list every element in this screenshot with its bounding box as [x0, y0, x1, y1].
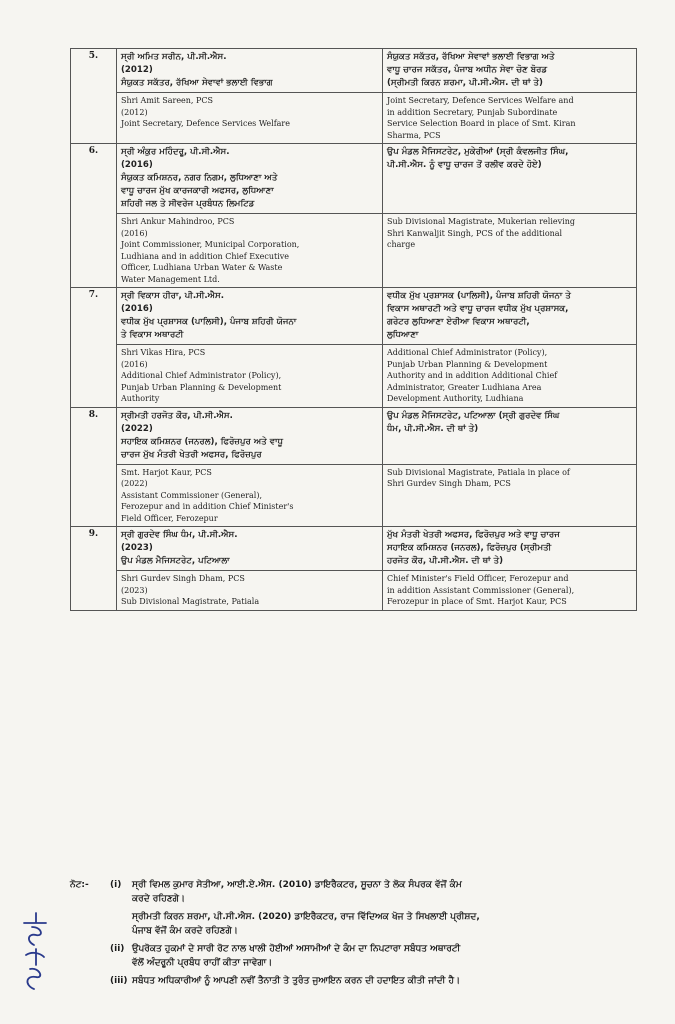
officer-cell-punjabi-line: ਸੰਯੁਕਤ ਸਕੱਤਰ, ਰੱਖਿਆ ਸੇਵਾਵਾਂ ਭਲਾਈ ਵਿਭਾਗ	[121, 78, 273, 88]
postings-table	[70, 48, 637, 611]
officer-cell-punjabi-line: ਉਪ ਮੰਡਲ ਮੈਜਿਸਟਰੇਟ, ਪਟਿਆਲਾ	[121, 556, 230, 566]
posting-cell-english-line: Chief Minister's Field Officer, Ferozepur and	[387, 574, 569, 583]
table-row-punjabi	[71, 407, 637, 464]
officer-cell-english-line: Shri Ankur Mahindroo, PCS	[121, 217, 235, 226]
officer-cell-english-line: (2012)	[121, 107, 148, 117]
serial-number: 9.	[71, 527, 117, 611]
serial-number: 5.	[71, 49, 117, 144]
posting-cell-english-line: Shri Gurdev Singh Dham, PCS	[387, 479, 511, 488]
table-row-english	[71, 571, 637, 611]
officer-cell-english-line: Officer, Ludhiana Urban Water & Waste	[121, 263, 283, 272]
officer-cell-punjabi-line: (2012)	[121, 65, 153, 75]
officer-cell-english-line: (2016)	[121, 359, 148, 369]
posting-cell-punjabi	[383, 49, 637, 93]
officer-cell-english-line: Authority	[121, 394, 160, 403]
officer-cell-punjabi-line: ਵਾਧੂ ਚਾਰਜ ਮੁੱਖ ਕਾਰਜਕਾਰੀ ਅਫਸਰ, ਲੁਧਿਆਣਾ	[121, 186, 274, 196]
posting-cell-punjabi	[383, 527, 637, 571]
posting-cell-punjabi-line: ਮੁੱਖ ਮੰਤਰੀ ਖੇਤਰੀ ਅਫਸਰ, ਫਿਰੋਜ਼ਪੁਰ ਅਤੇ ਵਾਧੂ ਚਾਰਜ	[387, 530, 560, 540]
posting-cell-english-line: Shri Kanwaljit Singh, PCS of the additional	[387, 228, 563, 238]
posting-cell-english-line: in addition Secretary, Punjab Subordinate	[387, 107, 558, 117]
posting-cell-english-line: Sharma, PCS	[387, 130, 441, 140]
posting-cell-punjabi-line: ਹਰਜੋਤ ਕੌਰ, ਪੀ.ਸੀ.ਐਸ. ਦੀ ਥਾਂ ਤੇ)	[387, 556, 504, 566]
officer-cell-english	[117, 345, 383, 408]
table-row-punjabi	[71, 144, 637, 214]
officer-cell-punjabi-line: ਤੇ ਵਿਕਾਸ ਅਥਾਰਟੀ	[121, 330, 184, 340]
posting-cell-punjabi-line: ਉਪ ਮੰਡਲ ਮੈਜਿਸਟਰੇਟ, ਪਟਿਆਲਾ (ਸ੍ਰੀ ਗੁਰਦੇਵ ਸਿੰਘ	[387, 410, 560, 421]
posting-cell-english-line: Service Selection Board in place of Smt. Kiran	[387, 119, 576, 128]
officer-cell-english-line: Joint Secretary, Defence Services Welfare	[121, 119, 290, 128]
posting-cell-english-line: Sub Divisional Magistrate, Mukerian relieving	[387, 217, 575, 226]
officer-cell-punjabi-line: ਸੰਯੁਕਤ ਕਮਿਸ਼ਨਰ, ਨਗਰ ਨਿਗਮ, ਲੁਧਿਆਣਾ ਅਤੇ	[121, 173, 278, 183]
note-iii-mark: (iii)	[110, 976, 128, 986]
note-iii	[70, 974, 650, 988]
officer-cell-english	[117, 93, 383, 144]
officer-cell-punjabi-line: (2016)	[121, 160, 153, 170]
posting-cell-punjabi-line: ਲੁਧਿਆਣਾ	[387, 330, 419, 340]
posting-cell-punjabi-line: ਸੰਯੁਕਤ ਸਕੱਤਰ, ਰੱਖਿਆ ਸੇਵਾਵਾਂ ਭਲਾਈ ਵਿਭਾਗ ਅਤੇ	[387, 52, 555, 62]
officer-cell-english-line: Smt. Harjot Kaur, PCS	[121, 467, 212, 477]
posting-cell-english-line: Authority and in addition Additional Chief	[387, 371, 558, 380]
officer-cell-english	[117, 464, 383, 527]
officer-cell-punjabi-line: ਸ੍ਰੀਮਤੀ ਹਰਜੋਤ ਕੌਰ, ਪੀ.ਸੀ.ਐਸ.	[121, 410, 233, 421]
serial-number: 7.	[71, 288, 117, 408]
posting-cell-english-line: charge	[387, 240, 416, 249]
posting-cell-punjabi-line: ਵਾਧੂ ਚਾਰਜ ਸਕੱਤਰ, ਪੰਜਾਬ ਅਧੀਨ ਸੇਵਾ ਚੋਣ ਬੋਰਡ	[387, 65, 548, 75]
postings-table-body	[71, 49, 637, 611]
note-i-text-4: ਪੰਜਾਬ ਵੱਜੋਂ ਕੰਮ ਕਰਦੇ ਰਹਿਣਗੇ।	[132, 926, 238, 936]
note-i-text-2: ਕਰਦੇ ਰਹਿਣਗੇ।	[132, 894, 186, 904]
note-iii-text-1: ਸਬੰਧਤ ਅਧਿਕਾਰੀਆਂ ਨੂੰ ਆਪਣੀ ਨਵੀਂ ਤੈਨਾਤੀ ਤੇ ਤੁਰੰਤ ਜੁਆਇਨ ਕਰਨ ਦੀ ਹਦਾਇਤ ਕੀਤੀ ਜਾਂਦੀ ਹੈ।	[132, 976, 461, 986]
notes-label: ਨੋਟ:-	[70, 880, 89, 890]
officer-cell-english-line: Shri Amit Sareen, PCS	[121, 96, 214, 105]
posting-cell-english-line: Administrator, Greater Ludhiana Area	[387, 382, 542, 392]
officer-cell-english-line: Additional Chief Administrator (Policy),	[121, 371, 282, 380]
posting-cell-english-line: Additional Chief Administrator (Policy),	[387, 348, 548, 357]
officer-cell-punjabi-line: ਸ੍ਰੀ ਵਿਕਾਸ ਹੀਰਾ, ਪੀ.ਸੀ.ਐਸ.	[121, 291, 225, 301]
posting-cell-punjabi-line: ਵਧੀਕ ਮੁੱਖ ਪ੍ਰਸ਼ਾਸਕ (ਪਾਲਿਸੀ), ਪੰਜਾਬ ਸ਼ਹਿਰੀ ਯੋਜਨਾ ਤੇ	[387, 291, 571, 301]
officer-cell-punjabi	[117, 49, 383, 93]
officer-cell-english-line: Field Officer, Ferozepur	[121, 513, 218, 523]
note-i-text-1: ਸ੍ਰੀ ਵਿਮਲ ਕੁਮਾਰ ਸੇਤੀਆ, ਆਈ.ਏ.ਐਸ. (2010) ਡਾਇਰੈਕਟਰ, ਸੂਚਨਾ ਤੇ ਲੋਕ ਸੰਪਰਕ ਵੱਜੋਂ ਕੰਮ	[132, 880, 462, 890]
officer-cell-english-line: (2022)	[121, 479, 148, 488]
note-ii-text-2: ਵੱਲੋਂ ਅੰਦਰੂਨੀ ਪ੍ਰਬੰਧ ਰਾਹੀਂ ਕੀਤਾ ਜਾਵੇਗਾ।	[132, 958, 273, 968]
posting-cell-punjabi-line: ਪੀ.ਸੀ.ਐਸ. ਨੂੰ ਵਾਧੂ ਚਾਰਜ ਤੋਂ ਰਲੀਵ ਕਰਦੇ ਹੋਏ)	[387, 160, 542, 170]
officer-cell-punjabi-line: (2016)	[121, 304, 153, 314]
posting-cell-english	[383, 93, 637, 144]
posting-cell-punjabi-line: ਸਹਾਇਕ ਕਮਿਸ਼ਨਰ (ਜਨਰਲ), ਫਿਰੋਜ਼ਪੁਰ (ਸ੍ਰੀਮਤੀ	[387, 543, 552, 553]
posting-cell-english-line: Joint Secretary, Defence Services Welfare and	[387, 96, 574, 105]
posting-cell-english-line: in addition Assistant Commissioner (General),	[387, 585, 575, 595]
officer-cell-english-line: Water Management Ltd.	[121, 274, 220, 284]
note-ii-text-1: ਉਪਰੋਕਤ ਹੁਕਮਾਂ ਦੇ ਸਾਰੀ ਰੋਟ ਨਾਲ ਖਾਲੀ ਹੋਈਆਂ ਅਸਾਮੀਆਂ ਦੇ ਕੰਮ ਦਾ ਨਿਪਟਾਰਾ ਸਬੰਧਤ ਅਥਾਰਟੀ	[132, 944, 461, 954]
table-row-punjabi	[71, 288, 637, 345]
posting-cell-english-line: Development Authority, Ludhiana	[387, 394, 524, 403]
officer-cell-english-line: Assistant Commissioner (General),	[121, 490, 263, 500]
officer-cell-punjabi-line: (2022)	[121, 423, 153, 434]
officer-cell-punjabi	[117, 144, 383, 214]
serial-number: 6.	[71, 144, 117, 288]
posting-cell-punjabi	[383, 144, 637, 214]
posting-cell-punjabi-line: ਉਪ ਮੰਡਲ ਮੈਜਿਸਟਰੇਟ, ਮੁਕੇਰੀਆਂ (ਸ੍ਰੀ ਕੰਵਲਜੀਤ ਸਿੰਘ,	[387, 147, 569, 157]
posting-cell-punjabi-line: ਗਰੇਟਰ ਲੁਧਿਆਣਾ ਏਰੀਆ ਵਿਕਾਸ ਅਥਾਰਟੀ,	[387, 317, 530, 327]
officer-cell-english-line: Shri Vikas Hira, PCS	[121, 348, 206, 357]
handwritten-signature	[14, 905, 54, 995]
officer-cell-english-line: (2023)	[121, 585, 148, 595]
officer-cell-punjabi-line: (2023)	[121, 543, 153, 553]
officer-cell-english-line: Ludhiana and in addition Chief Executive	[121, 251, 290, 261]
officer-cell-english-line: Shri Gurdev Singh Dham, PCS	[121, 574, 245, 583]
officer-cell-punjabi-line: ਚਾਰਜ ਮੁੱਖ ਮੰਤਰੀ ਖੇਤਰੀ ਅਫਸਰ, ਫਿਰੋਜ਼ਪੁਰ	[121, 449, 262, 460]
table-row-english	[71, 214, 637, 288]
table-row-english	[71, 464, 637, 527]
posting-cell-english	[383, 214, 637, 288]
officer-cell-punjabi-line: ਸ਼ਹਿਰੀ ਜਲ ਤੇ ਸੀਵਰੇਜ ਪ੍ਰਬੰਧਨ ਲਿਮਟਿਡ	[121, 199, 255, 209]
posting-cell-english-line: Punjab Urban Planning & Development	[387, 359, 548, 369]
officer-cell-english-line: Sub Divisional Magistrate, Patiala	[121, 597, 260, 606]
officer-cell-english-line: Ferozepur and in addition Chief Minister's	[121, 502, 294, 511]
officer-cell-punjabi	[117, 527, 383, 571]
note-i-mark: (i)	[110, 880, 122, 890]
posting-cell-english-line: Ferozepur in place of Smt. Harjot Kaur, PCS	[387, 597, 567, 606]
note-ii-mark: (ii)	[110, 944, 125, 954]
serial-number: 8.	[71, 407, 117, 527]
posting-cell-english	[383, 345, 637, 408]
notes-section	[70, 878, 650, 988]
posting-cell-english	[383, 464, 637, 527]
officer-cell-punjabi-line: ਸ੍ਰੀ ਅੰਕੁਰ ਮਹਿੰਦਰੂ, ਪੀ.ਸੀ.ਐਸ.	[121, 147, 230, 157]
officer-cell-punjabi-line: ਸਹਾਇਕ ਕਮਿਸ਼ਨਰ (ਜਨਰਲ), ਫਿਰੋਜ਼ਪੁਰ ਅਤੇ ਵਾਧੂ	[121, 436, 284, 447]
table-row-punjabi	[71, 49, 637, 93]
officer-cell-punjabi	[117, 288, 383, 345]
posting-cell-punjabi	[383, 407, 637, 464]
officer-cell-english	[117, 571, 383, 611]
table-row-punjabi	[71, 527, 637, 571]
posting-cell-english	[383, 571, 637, 611]
table-row-english	[71, 93, 637, 144]
posting-cell-punjabi	[383, 288, 637, 345]
officer-cell-punjabi-line: ਵਧੀਕ ਮੁੱਖ ਪ੍ਰਸ਼ਾਸਕ (ਪਾਲਿਸੀ), ਪੰਜਾਬ ਸ਼ਹਿਰੀ ਯੋਜਨਾ	[121, 317, 297, 327]
officer-cell-english-line: Joint Commissioner, Municipal Corporation,	[121, 240, 300, 249]
posting-cell-punjabi-line: ਵਿਕਾਸ ਅਥਾਰਟੀ ਅਤੇ ਵਾਧੂ ਚਾਰਜ ਵਧੀਕ ਮੁੱਖ ਪ੍ਰਸ਼ਾਸਕ,	[387, 304, 569, 314]
posting-cell-english-line: Sub Divisional Magistrate, Patiala in place of	[387, 467, 570, 477]
officer-cell-english-line: Punjab Urban Planning & Development	[121, 382, 282, 392]
posting-cell-punjabi-line: (ਸ੍ਰੀਮਤੀ ਕਿਰਨ ਸ਼ਰਮਾ, ਪੀ.ਸੀ.ਐਸ. ਦੀ ਥਾਂ ਤੇ)	[387, 78, 543, 88]
signature-icon	[14, 905, 54, 995]
officer-cell-punjabi-line: ਸ੍ਰੀ ਅਮਿਤ ਸਰੀਨ, ਪੀ.ਸੀ.ਐਸ.	[121, 52, 227, 62]
table-row-english	[71, 345, 637, 408]
officer-cell-english-line: (2016)	[121, 228, 148, 238]
note-i	[70, 878, 650, 892]
note-ii	[70, 942, 650, 956]
officer-cell-punjabi	[117, 407, 383, 464]
officer-cell-english	[117, 214, 383, 288]
note-i-text-3: ਸ੍ਰੀਮਤੀ ਕਿਰਨ ਸ਼ਰਮਾ, ਪੀ.ਸੀ.ਐਸ. (2020) ਡਾਇਰੈਕਟਰ, ਰਾਜ ਵਿੱਦਿਅਕ ਖੋਜ ਤੇ ਸਿਖਲਾਈ ਪ੍ਰੀਸ਼ਦ,	[132, 912, 480, 922]
posting-cell-punjabi-line: ਧੰਮ, ਪੀ.ਸੀ.ਐਸ. ਦੀ ਥਾਂ ਤੇ)	[387, 423, 479, 434]
officer-cell-punjabi-line: ਸ੍ਰੀ ਗੁਰਦੇਵ ਸਿੰਘ ਧੰਮ, ਪੀ.ਸੀ.ਐਸ.	[121, 530, 238, 540]
